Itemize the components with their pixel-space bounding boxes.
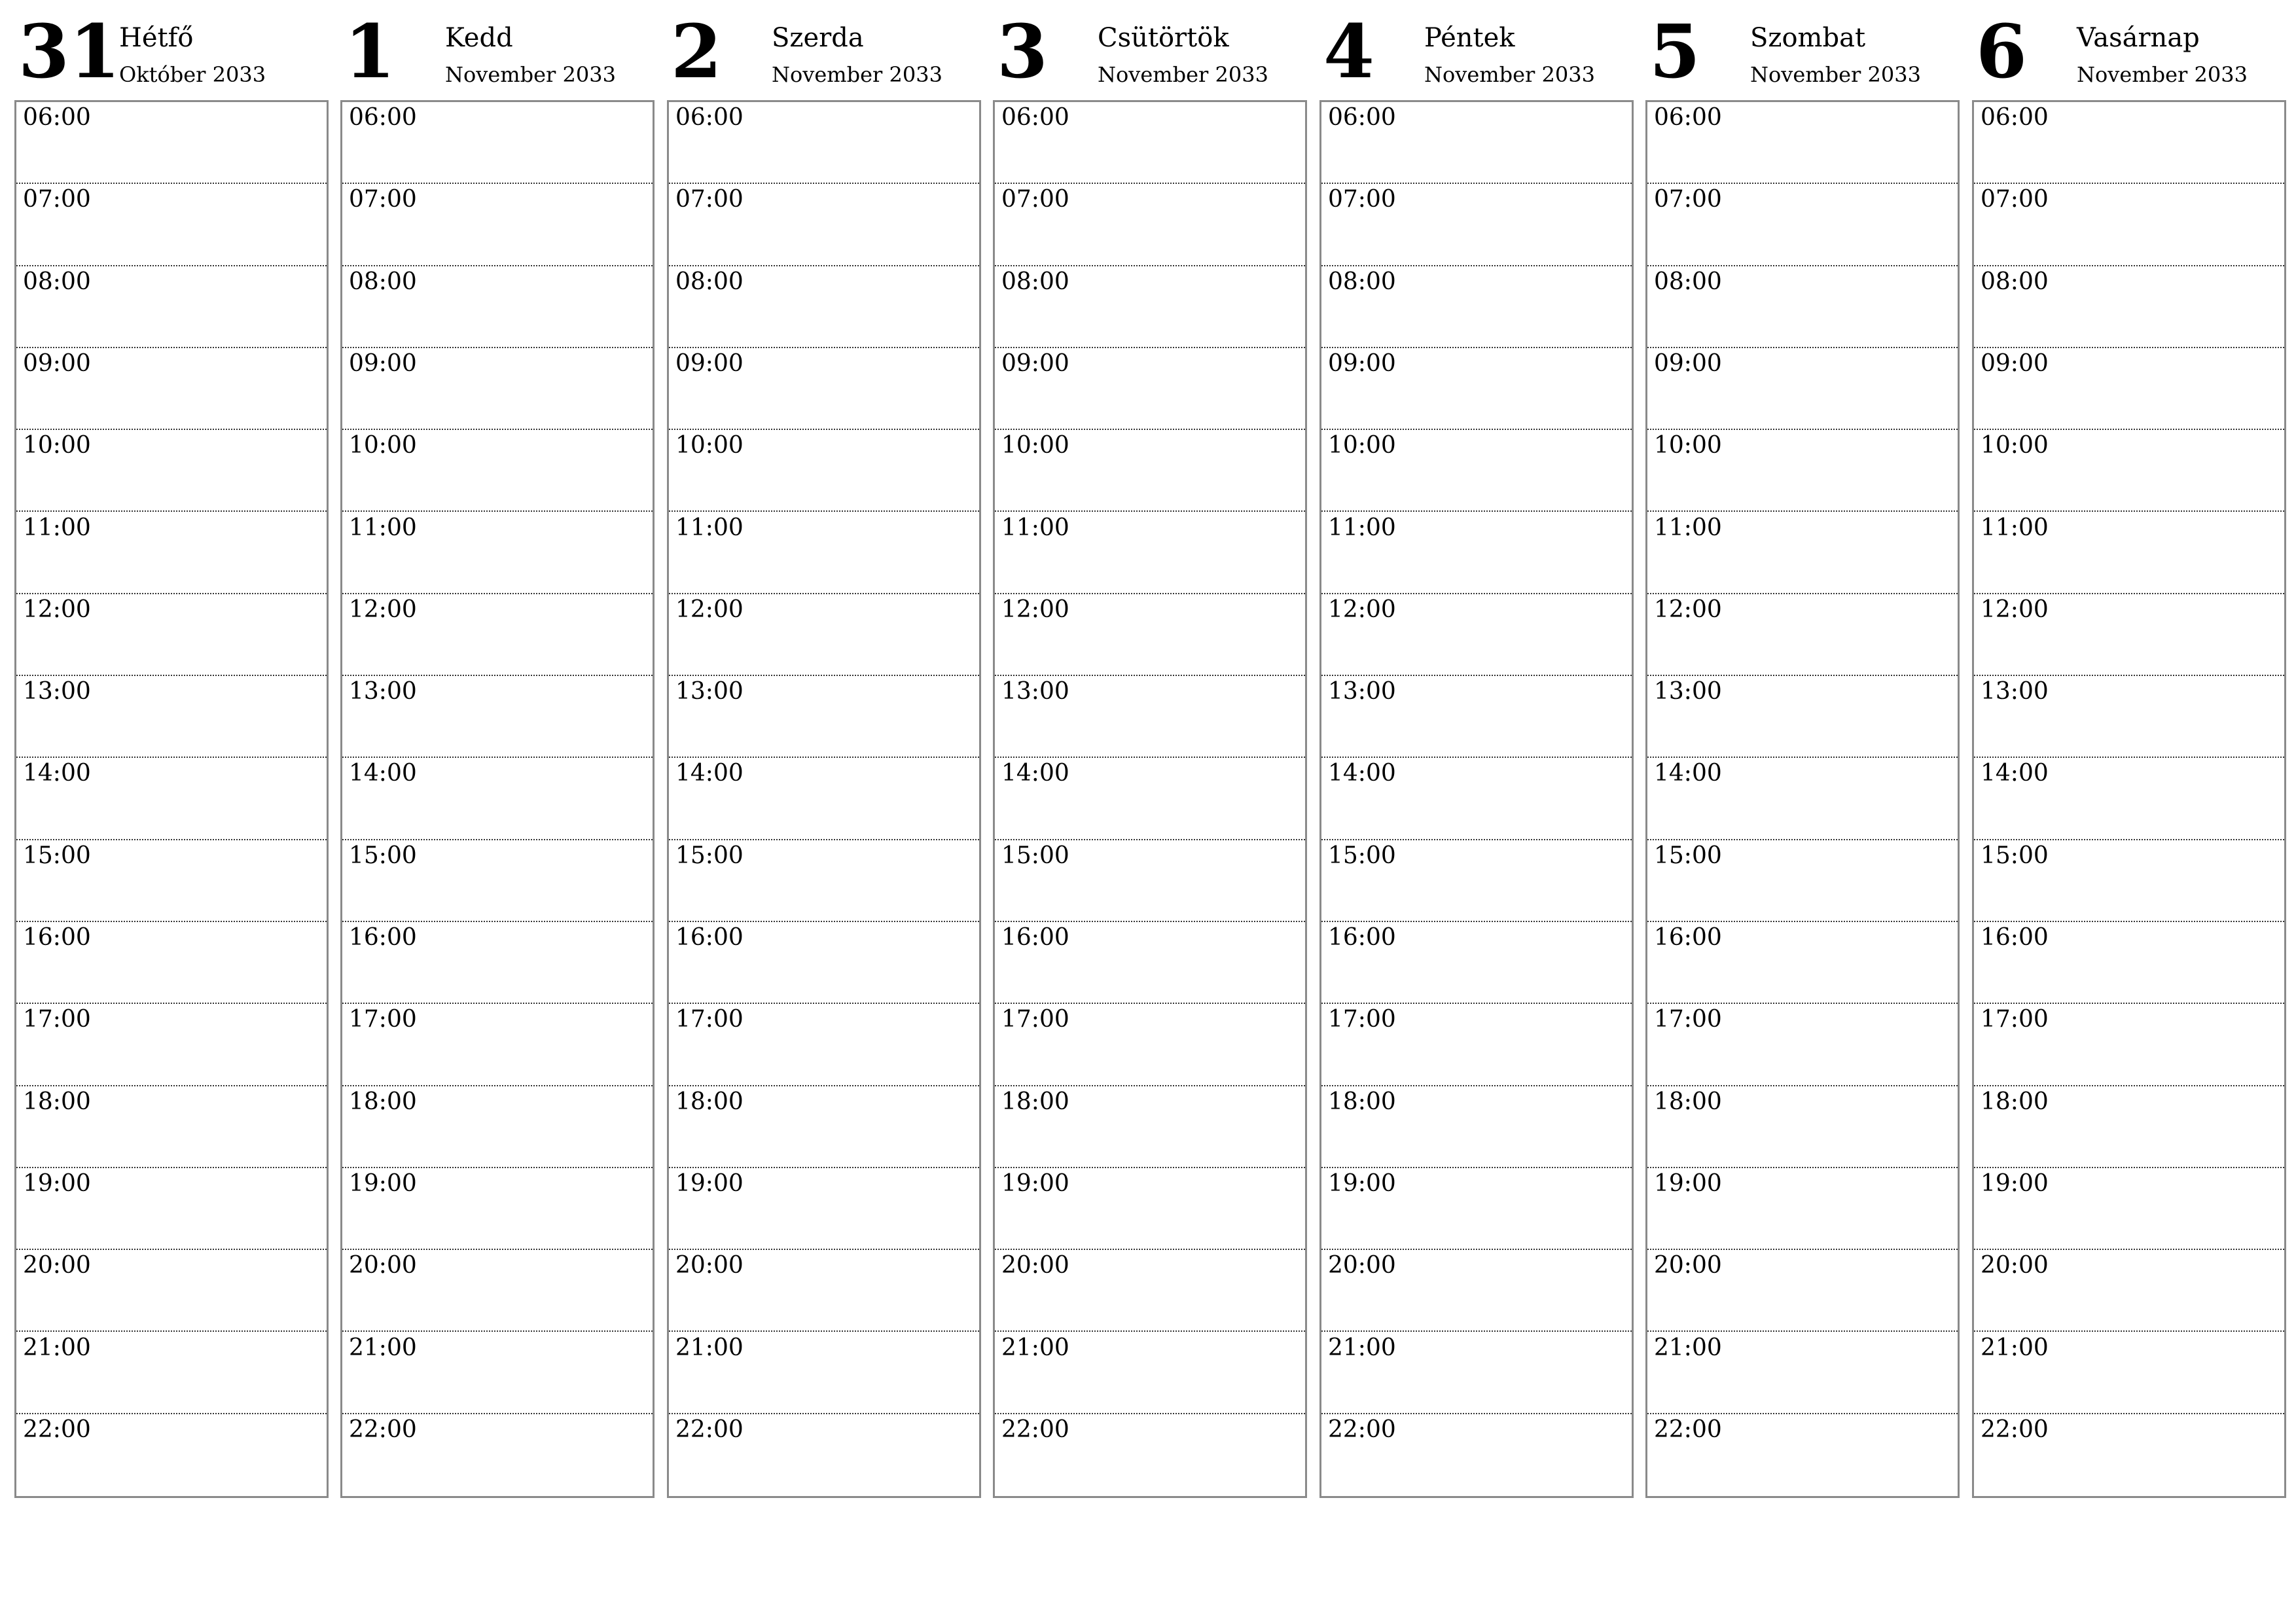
time-slot[interactable] (1647, 758, 1958, 840)
time-label: 07:00 (1328, 186, 1396, 213)
time-label: 17:00 (1981, 1006, 2049, 1033)
time-label: 10:00 (1981, 432, 2049, 459)
time-label: 22:00 (349, 1416, 417, 1443)
time-slot[interactable] (1321, 758, 1632, 840)
time-label: 13:00 (675, 678, 744, 705)
time-label: 06:00 (23, 104, 91, 131)
time-slot[interactable] (995, 102, 1305, 184)
time-slot[interactable] (1321, 676, 1632, 758)
time-label: 19:00 (1654, 1169, 1722, 1197)
time-slot[interactable] (1321, 1168, 1632, 1250)
time-label: 20:00 (1328, 1252, 1396, 1279)
time-label: 07:00 (23, 186, 91, 213)
time-label: 11:00 (1654, 514, 1722, 541)
time-label: 12:00 (1328, 596, 1396, 623)
time-label: 20:00 (1001, 1252, 1069, 1279)
time-slot[interactable] (669, 1414, 979, 1496)
time-label: 13:00 (23, 678, 91, 705)
time-slot[interactable] (16, 430, 327, 512)
month-year: November 2033 (772, 62, 942, 87)
time-slot[interactable] (995, 1086, 1305, 1168)
time-slot[interactable] (1974, 430, 2284, 512)
day-column (1319, 0, 1632, 1443)
time-label: 18:00 (349, 1088, 417, 1115)
time-slot[interactable] (1321, 1004, 1632, 1086)
time-label: 13:00 (349, 678, 417, 705)
time-slot[interactable] (995, 1414, 1305, 1496)
time-slot[interactable] (1321, 922, 1632, 1004)
time-slot[interactable] (995, 1004, 1305, 1086)
time-slot[interactable] (1647, 1332, 1958, 1414)
time-label: 09:00 (23, 349, 91, 377)
weekday-name: Péntek (1424, 23, 1515, 53)
time-label: 08:00 (1981, 268, 2049, 295)
time-slot[interactable] (1974, 1332, 2284, 1414)
time-slot[interactable] (669, 430, 979, 512)
day-number: 1 (344, 9, 395, 95)
time-label: 13:00 (1328, 678, 1396, 705)
time-label: 14:00 (349, 760, 417, 787)
time-slot[interactable] (342, 840, 653, 922)
time-slot[interactable] (995, 1168, 1305, 1250)
time-label: 22:00 (1981, 1416, 2049, 1443)
time-slot[interactable] (669, 184, 979, 266)
time-label: 07:00 (1981, 186, 2049, 213)
time-label: 19:00 (1001, 1169, 1069, 1197)
time-slot[interactable] (1321, 1250, 1632, 1332)
time-slot[interactable] (1974, 1250, 2284, 1332)
month-year: Október 2033 (119, 62, 266, 87)
time-slot[interactable] (1974, 1004, 2284, 1086)
time-label: 15:00 (675, 842, 744, 869)
time-slot[interactable] (1647, 348, 1958, 430)
time-slot[interactable] (995, 184, 1305, 266)
day-schedule-box (1645, 100, 1960, 1498)
time-slot[interactable] (342, 266, 653, 348)
time-label: 20:00 (1654, 1252, 1722, 1279)
time-slot[interactable] (342, 348, 653, 430)
time-label: 10:00 (23, 432, 91, 459)
time-slot[interactable] (342, 1168, 653, 1250)
time-slot[interactable] (1647, 594, 1958, 676)
day-schedule-box (340, 100, 655, 1498)
weekday-name: Hétfő (119, 23, 194, 53)
time-slot[interactable] (1647, 1414, 1958, 1496)
time-label: 18:00 (1328, 1088, 1396, 1115)
time-label: 18:00 (675, 1088, 744, 1115)
time-label: 07:00 (1001, 186, 1069, 213)
time-label: 12:00 (1654, 596, 1722, 623)
time-label: 18:00 (1981, 1088, 2049, 1115)
day-schedule-box (667, 100, 981, 1498)
time-label: 11:00 (1001, 514, 1069, 541)
time-label: 14:00 (23, 760, 91, 787)
weekday-name: Kedd (445, 23, 513, 53)
day-schedule-box (14, 100, 329, 1498)
time-label: 16:00 (1328, 924, 1396, 951)
time-label: 11:00 (1981, 514, 2049, 541)
time-label: 11:00 (675, 514, 744, 541)
day-number: 2 (671, 9, 722, 95)
time-label: 11:00 (1328, 514, 1396, 541)
time-label: 10:00 (349, 432, 417, 459)
time-label: 09:00 (1654, 349, 1722, 377)
time-label: 09:00 (1001, 349, 1069, 377)
time-slot[interactable] (16, 840, 327, 922)
time-slot[interactable] (1321, 840, 1632, 922)
time-label: 10:00 (1328, 432, 1396, 459)
time-slot[interactable] (1974, 184, 2284, 266)
day-number: 31 (18, 9, 120, 95)
time-label: 07:00 (1654, 186, 1722, 213)
time-slot[interactable] (669, 1250, 979, 1332)
time-slot[interactable] (995, 676, 1305, 758)
time-label: 06:00 (1328, 104, 1396, 131)
time-slot[interactable] (1974, 1086, 2284, 1168)
time-slot[interactable] (1647, 1004, 1958, 1086)
time-slot[interactable] (669, 348, 979, 430)
time-label: 15:00 (1328, 842, 1396, 869)
time-label: 06:00 (675, 104, 744, 131)
day-number: 3 (997, 9, 1048, 95)
time-slot[interactable] (16, 922, 327, 1004)
time-label: 09:00 (1981, 349, 2049, 377)
time-slot[interactable] (669, 102, 979, 184)
day-header (340, 0, 653, 99)
time-slot[interactable] (1647, 512, 1958, 594)
time-slot[interactable] (995, 430, 1305, 512)
time-slot[interactable] (1647, 840, 1958, 922)
time-slot[interactable] (669, 922, 979, 1004)
time-label: 09:00 (675, 349, 744, 377)
time-slot[interactable] (669, 266, 979, 348)
time-slot[interactable] (995, 1332, 1305, 1414)
time-slot[interactable] (16, 102, 327, 184)
time-slot[interactable] (669, 512, 979, 594)
time-slot[interactable] (342, 1250, 653, 1332)
time-label: 19:00 (675, 1169, 744, 1197)
time-label: 15:00 (23, 842, 91, 869)
time-label: 18:00 (1001, 1088, 1069, 1115)
time-slot[interactable] (16, 594, 327, 676)
time-label: 16:00 (1654, 924, 1722, 951)
time-label: 16:00 (23, 924, 91, 951)
day-header (1645, 0, 1958, 99)
time-slot[interactable] (1647, 1250, 1958, 1332)
time-label: 20:00 (675, 1252, 744, 1279)
time-label: 12:00 (349, 596, 417, 623)
time-slot[interactable] (342, 922, 653, 1004)
time-slot[interactable] (1974, 1168, 2284, 1250)
time-slot[interactable] (342, 1004, 653, 1086)
time-label: 15:00 (1001, 842, 1069, 869)
day-column (14, 0, 327, 1443)
time-slot[interactable] (342, 1414, 653, 1496)
time-slot[interactable] (669, 1332, 979, 1414)
time-label: 12:00 (675, 596, 744, 623)
month-year: November 2033 (2077, 62, 2248, 87)
time-label: 09:00 (349, 349, 417, 377)
time-label: 13:00 (1001, 678, 1069, 705)
time-slot[interactable] (16, 1168, 327, 1250)
time-label: 06:00 (1001, 104, 1069, 131)
time-label: 09:00 (1328, 349, 1396, 377)
time-label: 12:00 (1981, 596, 2049, 623)
weekday-name: Szombat (1750, 23, 1866, 53)
month-year: November 2033 (445, 62, 616, 87)
weekday-name: Vasárnap (2077, 23, 2200, 53)
time-label: 15:00 (349, 842, 417, 869)
time-slot[interactable] (1974, 512, 2284, 594)
time-slot[interactable] (16, 266, 327, 348)
time-label: 14:00 (1328, 760, 1396, 787)
time-label: 08:00 (1328, 268, 1396, 295)
time-label: 17:00 (1654, 1006, 1722, 1033)
time-label: 19:00 (23, 1169, 91, 1197)
time-slot[interactable] (1974, 922, 2284, 1004)
weekday-name: Csütörtök (1098, 23, 1229, 53)
time-slot[interactable] (342, 512, 653, 594)
time-slot[interactable] (16, 758, 327, 840)
day-column (1645, 0, 1958, 1443)
time-slot[interactable] (1321, 102, 1632, 184)
time-slot[interactable] (16, 512, 327, 594)
time-slot[interactable] (1974, 102, 2284, 184)
time-slot[interactable] (1974, 840, 2284, 922)
time-slot[interactable] (1647, 676, 1958, 758)
day-header (14, 0, 327, 99)
time-label: 14:00 (675, 760, 744, 787)
time-label: 17:00 (349, 1006, 417, 1033)
time-label: 21:00 (1981, 1334, 2049, 1361)
time-slot[interactable] (16, 1414, 327, 1496)
time-label: 12:00 (1001, 596, 1069, 623)
time-label: 20:00 (23, 1252, 91, 1279)
day-header (1972, 0, 2285, 99)
time-slot[interactable] (995, 594, 1305, 676)
time-slot[interactable] (342, 758, 653, 840)
time-label: 14:00 (1654, 760, 1722, 787)
time-slot[interactable] (1974, 1414, 2284, 1496)
time-label: 06:00 (1654, 104, 1722, 131)
time-slot[interactable] (1647, 430, 1958, 512)
time-label: 11:00 (349, 514, 417, 541)
time-slot[interactable] (16, 1250, 327, 1332)
day-column (993, 0, 1306, 1443)
time-label: 22:00 (1001, 1416, 1069, 1443)
day-number: 4 (1323, 9, 1374, 95)
time-label: 08:00 (675, 268, 744, 295)
time-label: 20:00 (349, 1252, 417, 1279)
time-slot[interactable] (1974, 758, 2284, 840)
weekday-name: Szerda (772, 23, 864, 53)
time-label: 06:00 (349, 104, 417, 131)
time-label: 10:00 (1001, 432, 1069, 459)
time-label: 16:00 (1001, 924, 1069, 951)
time-slot[interactable] (16, 184, 327, 266)
time-label: 13:00 (1654, 678, 1722, 705)
time-slot[interactable] (669, 1004, 979, 1086)
time-slot[interactable] (1974, 348, 2284, 430)
time-label: 17:00 (675, 1006, 744, 1033)
time-label: 22:00 (675, 1416, 744, 1443)
time-slot[interactable] (1321, 594, 1632, 676)
time-slot[interactable] (995, 922, 1305, 1004)
time-slot[interactable] (1321, 266, 1632, 348)
time-slot[interactable] (1974, 676, 2284, 758)
time-label: 20:00 (1981, 1252, 2049, 1279)
time-slot[interactable] (995, 840, 1305, 922)
time-slot[interactable] (1647, 1168, 1958, 1250)
time-label: 22:00 (1654, 1416, 1722, 1443)
day-schedule-box (1319, 100, 1634, 1498)
time-slot[interactable] (16, 348, 327, 430)
time-slot[interactable] (669, 758, 979, 840)
time-label: 21:00 (675, 1334, 744, 1361)
time-label: 07:00 (349, 186, 417, 213)
time-label: 21:00 (1001, 1334, 1069, 1361)
time-slot[interactable] (16, 1332, 327, 1414)
time-label: 18:00 (1654, 1088, 1722, 1115)
time-label: 14:00 (1001, 760, 1069, 787)
time-label: 16:00 (1981, 924, 2049, 951)
day-column (1972, 0, 2285, 1443)
time-slot[interactable] (1974, 266, 2284, 348)
time-slot[interactable] (342, 594, 653, 676)
time-slot[interactable] (1321, 184, 1632, 266)
time-label: 18:00 (23, 1088, 91, 1115)
time-slot[interactable] (995, 348, 1305, 430)
time-slot[interactable] (342, 430, 653, 512)
time-slot[interactable] (1321, 512, 1632, 594)
time-slot[interactable] (1647, 102, 1958, 184)
time-label: 22:00 (1328, 1416, 1396, 1443)
time-label: 19:00 (1981, 1169, 2049, 1197)
time-slot[interactable] (1647, 184, 1958, 266)
time-slot[interactable] (1321, 430, 1632, 512)
month-year: November 2033 (1424, 62, 1595, 87)
time-slot[interactable] (342, 1086, 653, 1168)
time-label: 15:00 (1981, 842, 2049, 869)
time-label: 08:00 (349, 268, 417, 295)
time-slot[interactable] (995, 1250, 1305, 1332)
day-header (667, 0, 980, 99)
time-slot[interactable] (1647, 266, 1958, 348)
time-slot[interactable] (342, 102, 653, 184)
time-slot[interactable] (995, 512, 1305, 594)
time-label: 14:00 (1981, 760, 2049, 787)
time-slot[interactable] (1321, 1086, 1632, 1168)
month-year: November 2033 (1750, 62, 1921, 87)
time-slot[interactable] (1647, 1086, 1958, 1168)
day-header (1319, 0, 1632, 99)
time-label: 12:00 (23, 596, 91, 623)
day-column (340, 0, 653, 1443)
time-label: 16:00 (349, 924, 417, 951)
time-slot[interactable] (995, 758, 1305, 840)
time-slot[interactable] (16, 676, 327, 758)
time-slot[interactable] (16, 1086, 327, 1168)
time-slot[interactable] (995, 266, 1305, 348)
day-schedule-box (1972, 100, 2286, 1498)
time-slot[interactable] (669, 676, 979, 758)
time-label: 08:00 (23, 268, 91, 295)
time-label: 21:00 (1328, 1334, 1396, 1361)
time-slot[interactable] (669, 1086, 979, 1168)
time-label: 19:00 (1328, 1169, 1396, 1197)
day-number: 6 (1976, 9, 2027, 95)
time-label: 17:00 (1001, 1006, 1069, 1033)
time-label: 15:00 (1654, 842, 1722, 869)
time-label: 19:00 (349, 1169, 417, 1197)
day-schedule-box (993, 100, 1307, 1498)
time-label: 21:00 (1654, 1334, 1722, 1361)
day-header (993, 0, 1306, 99)
time-slot[interactable] (342, 184, 653, 266)
time-label: 21:00 (23, 1334, 91, 1361)
time-slot[interactable] (16, 1004, 327, 1086)
time-label: 10:00 (1654, 432, 1722, 459)
time-label: 22:00 (23, 1416, 91, 1443)
time-label: 07:00 (675, 186, 744, 213)
time-label: 10:00 (675, 432, 744, 459)
time-slot[interactable] (1321, 1414, 1632, 1496)
time-label: 11:00 (23, 514, 91, 541)
time-label: 06:00 (1981, 104, 2049, 131)
time-label: 16:00 (675, 924, 744, 951)
time-label: 08:00 (1001, 268, 1069, 295)
time-label: 17:00 (1328, 1006, 1396, 1033)
time-slot[interactable] (669, 1168, 979, 1250)
month-year: November 2033 (1098, 62, 1268, 87)
time-slot[interactable] (342, 676, 653, 758)
day-column (667, 0, 980, 1443)
day-number: 5 (1649, 9, 1700, 95)
time-slot[interactable] (1321, 348, 1632, 430)
time-slot[interactable] (342, 1332, 653, 1414)
time-slot[interactable] (669, 594, 979, 676)
time-slot[interactable] (1647, 922, 1958, 1004)
time-slot[interactable] (1974, 594, 2284, 676)
time-slot[interactable] (669, 840, 979, 922)
time-slot[interactable] (1321, 1332, 1632, 1414)
time-label: 13:00 (1981, 678, 2049, 705)
time-label: 17:00 (23, 1006, 91, 1033)
time-label: 08:00 (1654, 268, 1722, 295)
time-label: 21:00 (349, 1334, 417, 1361)
